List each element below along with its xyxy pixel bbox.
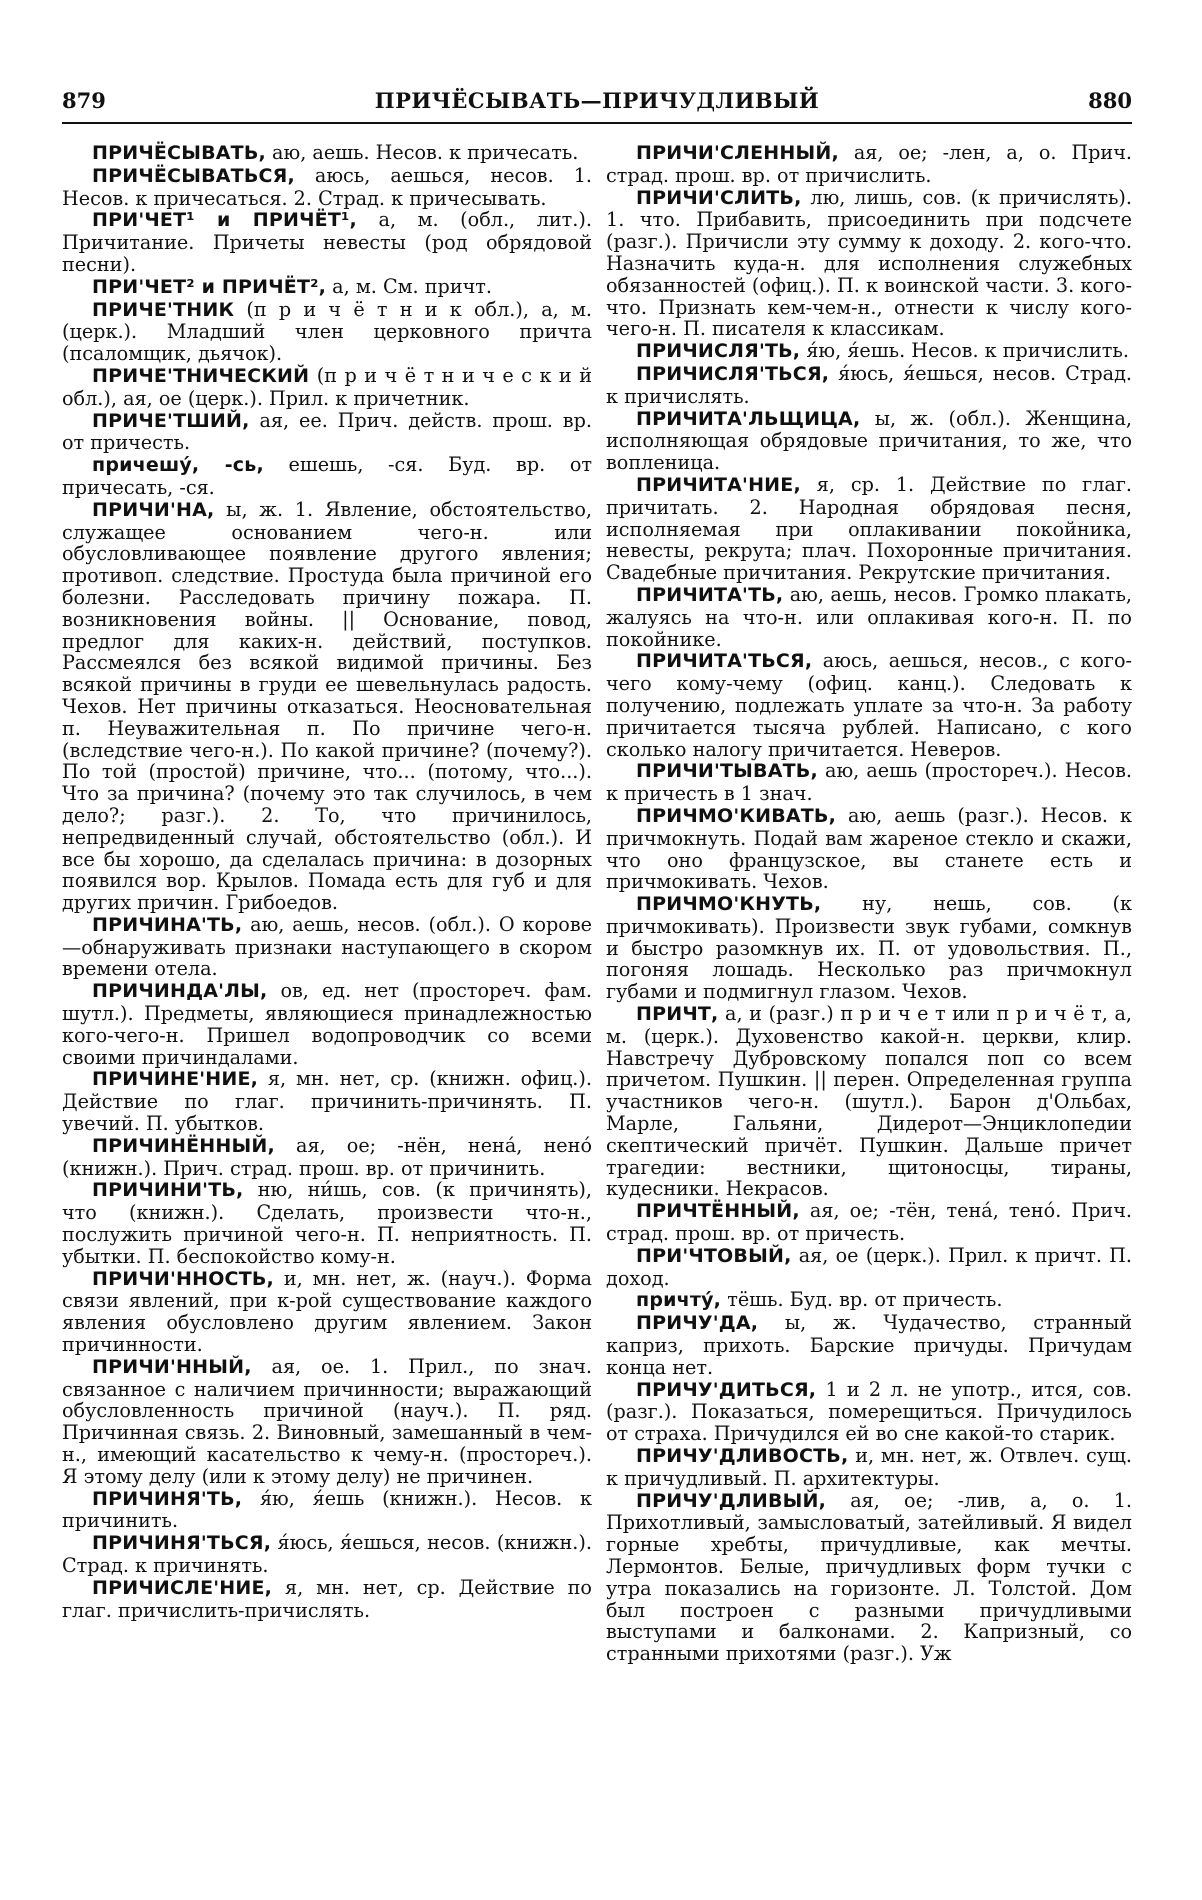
dictionary-entry [62, 1135, 592, 1180]
dictionary-entry [606, 1379, 1132, 1445]
page-number-right: 880 [1088, 88, 1132, 113]
dictionary-entry [62, 1356, 592, 1488]
dictionary-entry [606, 805, 1132, 893]
entry-headword: ПРИЧИНЯ'ТЬ, [92, 1487, 243, 1510]
entry-definition: а, и (разг.) п р и ч е т или п р и ч ё т, а, м. (церк.). Духовенство какой-н. церкви, клир. Навстречу Дубровскому попался поп со всем причетом. Пушкин. || перен. Определенная группа участников чего-н. (шутл.). Барон д'Ольбах, Марле, Гальяни, Дидерот—Энциклопедии скептический причёт. Пушкин. Дальше причет трагедии: вестники, щитоносцы, тираны, кудесники. Некрасов. [606, 1002, 1132, 1201]
entry-definition: ну, нешь, сов. (к причмокивать). Произвести звук губами, сомкнув и быстро разомкнув их. П. от удовольствия. П., погоняя лошадь. Несколько раз причмокнул губами и подмигнул глазом. Чехов. [606, 892, 1132, 1004]
entry-definition: я, ср. 1. Действие по глаг. причитать. 2. Народная обрядовая песня, исполняемая при оплакивании покойника, невесты, рекрута; плач. Похоронные причитания. Свадебные причитания. Рекрутские причитания. [606, 472, 1132, 585]
entry-headword: ПРИЧИТА'ЛЬЩИЦА, [636, 407, 861, 430]
right-column [606, 142, 1132, 1665]
header-rule [62, 122, 1132, 124]
dictionary-entry [62, 1532, 592, 1577]
dictionary-entry [606, 474, 1132, 584]
dictionary-entry [606, 584, 1132, 650]
entry-headword: ПРИ'ЧЕТ¹ и ПРИЧЁТ¹, [92, 209, 357, 232]
dictionary-entry [606, 1490, 1132, 1665]
dictionary-entry [62, 1268, 592, 1356]
entry-headword: ПРИЧЕ'ТНИЧЕСКИЙ [92, 364, 310, 387]
dictionary-entry [606, 1200, 1132, 1245]
entry-headword: ПРИЧИ'СЛЕННЫЙ, [636, 142, 839, 164]
entry-headword: ПРИЧИНЕ'НИЕ, [92, 1068, 259, 1091]
dictionary-entry [62, 209, 592, 275]
entry-definition: я́юсь, я́ешься, несов. (книжн.). Страд. к причинять. [62, 1531, 592, 1577]
entry-definition: и, мн. нет, ж. Отвлеч. сущ. к причудливый. П. архитектуры. [606, 1444, 1132, 1490]
dictionary-entry [62, 1179, 592, 1267]
entry-definition: ешешь, -ся. Буд. вр. от причесать, -ся. [62, 453, 592, 499]
entry-definition: я́юсь, я́ешься, несов. Страд. к причислять. [606, 361, 1132, 408]
dictionary-entry [62, 454, 592, 499]
dictionary-entry [606, 1245, 1132, 1290]
entry-headword: ПРИ'ЧТОВЫЙ, [636, 1244, 792, 1267]
entry-definition: аю, аешь, несов. Громко плакать, жалуясь на что-н. или оплакивая кого-н. П. по покойнике. [606, 582, 1132, 651]
entry-definition: тёшь. Буд. вр. от причесть. [721, 1288, 1003, 1312]
page-number-left: 879 [62, 88, 106, 113]
entry-definition: а, м. (обл., лит.). Причитание. Причеты невесты (род обрядовой песни). [62, 208, 592, 276]
entry-headword: ПРИЧЁСЫВАТЬ, [92, 142, 266, 164]
entry-headword: ПРИЧИ'ТЫВАТЬ, [636, 760, 818, 783]
entry-headword: ПРИЧИ'ННЫЙ, [92, 1355, 252, 1378]
dictionary-entry [606, 142, 1132, 187]
entry-definition: я́ю, я́ешь (книжн.). Несов. к причинить. [62, 1486, 592, 1533]
entry-definition: аю, аешь. Несов. к причесать. [265, 141, 579, 164]
entry-headword: ПРИЧУ'ДЛИВОСТЬ, [636, 1445, 849, 1468]
dictionary-entry [606, 1003, 1132, 1200]
entry-headword: ПРИЧЕ'ТНИК [92, 298, 235, 321]
dictionary-entry [62, 1068, 592, 1134]
entry-headword: ПРИЧМО'КНУТЬ, [636, 893, 822, 916]
entry-headword: ПРИЧИ'СЛИТЬ, [636, 186, 802, 209]
entry-headword: ПРИЧИ'ННОСТЬ, [92, 1267, 274, 1290]
entry-definition: аю, аешь (разг.). Несов. к причмокнуть. Подай вам жареное стекло и скажи, что оно французское, вы станете есть и причмокивать. Чехов. [606, 803, 1132, 894]
entry-definition: я́ю, я́ешь. Несов. к причислить. [800, 339, 1129, 363]
entry-definition: аюсь, аешься, несов., с кого-чего кому-чему (офиц. канц.). Следовать к получению, подлежать уплате за что-н. За работу причитается тысяча рублей. Написано, с кого сколько налогу причитается. Неверов. [606, 649, 1132, 761]
entry-definition: ая, ее. Прич. действ. прош. вр. от причесть. [62, 408, 592, 455]
entry-definition: ов, ед. нет (простореч. фам. шутл.). Предметы, являющиеся принадлежностью кого-чего-н. Пришел водопроводчик со всеми своими причиндалами. [62, 979, 592, 1069]
page-header [62, 88, 1132, 122]
dictionary-entry [606, 1445, 1132, 1490]
entry-headword: ПРИЧИ'НА, [92, 498, 215, 521]
dictionary-entry [62, 165, 592, 210]
dictionary-entry [606, 340, 1132, 363]
entry-definition: ы, ж. Чудачество, странный каприз, прихоть. Барские причуды. Причудам конца нет. [606, 1311, 1132, 1379]
dictionary-entry [62, 980, 592, 1068]
entry-headword: ПРИЧИСЛЯ'ТЬ, [636, 340, 801, 363]
entry-headword: ПРИЧИНДА'ЛЫ, [92, 980, 268, 1003]
dictionary-entry [62, 365, 592, 410]
entry-definition: и, мн. нет, ж. (науч.). Форма связи явлений, при к-рой существование каждого явления обусловлено другим явлением. Закон причинности. [62, 1266, 592, 1357]
entry-definition: аю, аешь (простореч.). Несов. к причесть в 1 знач. [606, 759, 1132, 806]
entry-headword: ПРИЧИНА'ТЬ, [92, 913, 243, 936]
entry-definition: ая, ое; -нён, нена́, нено́ (книжн.). Прич. страд. прош. вр. от причинить. [62, 1133, 592, 1180]
entry-definition: ая, ое; -тён, тена́, тено́. Прич. страд. прош. вр. от причесть. [606, 1199, 1132, 1246]
dictionary-entry [606, 893, 1132, 1003]
entry-headword: ПРИЧУ'ДА, [636, 1312, 759, 1335]
entry-headword: ПРИЧИНЯ'ТЬСЯ, [92, 1532, 272, 1555]
entry-headword: ПРИЧЁСЫВАТЬСЯ, [92, 164, 295, 187]
entry-headword: ПРИЧМО'КИВАТЬ, [636, 804, 837, 827]
entry-headword: ПРИЧИСЛЕ'НИЕ, [92, 1576, 273, 1599]
entry-headword: ПРИЧИСЛЯ'ТЬСЯ, [636, 362, 830, 385]
entry-definition: (п р и ч ё т н и ч е с к и й обл.), ая, ое (церк.). Прил. к причетник. [62, 363, 592, 410]
entry-headword: ПРИ'ЧЕТ² и ПРИЧЁТ², [92, 275, 327, 298]
entry-headword: ПРИЧЕ'ТШИЙ, [92, 409, 250, 432]
entry-definition: я, мн. нет, ср. (книжн. офиц.). Действие по глаг. причинить-причинять. П. увечий. П. убытков. [62, 1067, 592, 1136]
entry-definition: ая, ое; -лив, а, о. 1. Прихотливый, замысловатый, затейливый. Я видел горные хребты, причудливые, как мечты. Лермонтов. Белые, причудливых форм тучки с утра показались на горизонте. Л. Толстой. Дом был построен с разными причудливыми выступами и балконами. 2. Капризный, со странными прихотями (разг.). Уж [606, 1488, 1132, 1666]
entry-definition: я, мн. нет, ср. Действие по глаг. причислить-причислять. [62, 1575, 592, 1622]
dictionary-entry [606, 760, 1132, 805]
entry-definition: ы, ж. 1. Явление, обстоятельство, служащее основанием чего-н. или обусловливающее появление другого явления; противоп. следствие. Простуда была причиной его болезни. Расследовать причину пожара. П. возникновения войны. || Основание, повод, предлог для каких-н. действий, поступков. Рассмеялся без всякой видимой причины. Без всякой причины в груди ее шевельнулась радость. Чехов. Нет причины отказаться. Неосновательная п. Неуважительная п. По причине чего-н. (вследствие чего-н.). По какой причине? (почему?). По той (простой) причине, что... (потому, что...). Что за причина? (почему это так случилось, в чем дело?; разг.). 2. То, что причинилось, непредвиденный случай, обстоятельство (обл.). И все бы хорошо, да сделалась причина: в дозорных появился вор. Крылов. Помада есть для губ и для других причин. Грибоедов. [62, 497, 592, 915]
dictionary-entry [606, 408, 1132, 474]
entry-definition: ы, ж. (обл.). Женщина, исполняющая обрядовые причитания, то же, что вопленица. [606, 406, 1132, 475]
entry-headword: причту́, [636, 1289, 722, 1312]
dictionary-entry [62, 142, 592, 165]
entry-definition: ая, ое (церк.). Прил. к причт. П. доход. [606, 1243, 1132, 1290]
entry-headword: ПРИЧУ'ДИТЬСЯ, [636, 1378, 817, 1401]
entry-definition: а, м. См. причт. [326, 274, 493, 298]
dictionary-entry [62, 914, 592, 980]
dictionary-entry [62, 1488, 592, 1533]
entry-headword: ПРИЧТ, [636, 1003, 719, 1026]
left-column [62, 142, 592, 1621]
entry-definition: аюсь, аешься, несов. 1. Несов. к причесаться. 2. Страд. к причесывать. [62, 163, 592, 210]
dictionary-entry [62, 1577, 592, 1622]
entry-headword: причешу́, -сь, [92, 454, 264, 477]
dictionary-entry [62, 299, 592, 365]
dictionary-entry [62, 410, 592, 455]
dictionary-entry [606, 1289, 1132, 1312]
entry-definition: аю, аешь, несов. (обл.). О корове—обнаруживать признаки наступающего в скором времени отела. [62, 912, 592, 981]
dictionary-entry [606, 1312, 1132, 1378]
entry-headword: ПРИЧУ'ДЛИВЫЙ, [636, 1489, 827, 1512]
entry-headword: ПРИЧИТА'НИЕ, [636, 473, 801, 496]
running-title: ПРИЧЁСЫВАТЬ—ПРИЧУДЛИВЫЙ [374, 88, 820, 113]
entry-definition: ая, ое; -лен, а, о. Прич. страд. прош. вр. от причислить. [606, 141, 1132, 187]
dictionary-entry [606, 650, 1132, 760]
entry-headword: ПРИЧИНЁННЫЙ, [92, 1134, 275, 1157]
entry-definition: ая, ое. 1. Прил., по знач. связанное с наличием причинности; выражающий обусловленность причиной (науч.). П. ряд. Причинная связь. 2. Виновный, замешанный в чем-н., имеющий касательство к чему-н. (простореч.). Я этому делу (или к этому делу) не причинен. [62, 1354, 592, 1488]
dictionary-entry [606, 187, 1132, 341]
dictionary-entry [606, 363, 1132, 408]
entry-definition: (п р и ч ё т н и к обл.), а, м. (церк.). Младший член церковного причта (псаломщик, дьячок). [62, 297, 592, 366]
dictionary-entry [62, 276, 592, 299]
entry-definition: 1 и 2 л. не употр., ится, сов. (разг.). Показаться, померещиться. Причудилось от страха. Причудился ей во сне какой-то старик. [606, 1377, 1132, 1446]
entry-definition: ню, ни́шь, сов. (к причинять), что (книжн.). Сделать, произвести что-н., послужить причиной чего-н. П. неприятность. П. убытки. П. беспокойство кому-н. [62, 1178, 592, 1268]
dictionary-entry [62, 499, 592, 914]
entry-headword: ПРИЧИНИ'ТЬ, [92, 1179, 244, 1202]
entry-headword: ПРИЧИТА'ТЬСЯ, [636, 650, 813, 673]
entry-headword: ПРИЧТЁННЫЙ, [636, 1200, 800, 1223]
entry-headword: ПРИЧИТА'ТЬ, [636, 583, 784, 606]
entry-definition: лю, лишь, сов. (к причислять). 1. что. Прибавить, присоединить при подсчете (разг.). Причисли эту сумму к доходу. 2. кого-что. Назначить куда-н. для исполнения служебных обязанностей (офиц.). П. к воинской части. 3. кого-что. Признать кем-чем-н., отнести к числу кого-чего-н. П. писателя к классикам. [606, 185, 1132, 341]
